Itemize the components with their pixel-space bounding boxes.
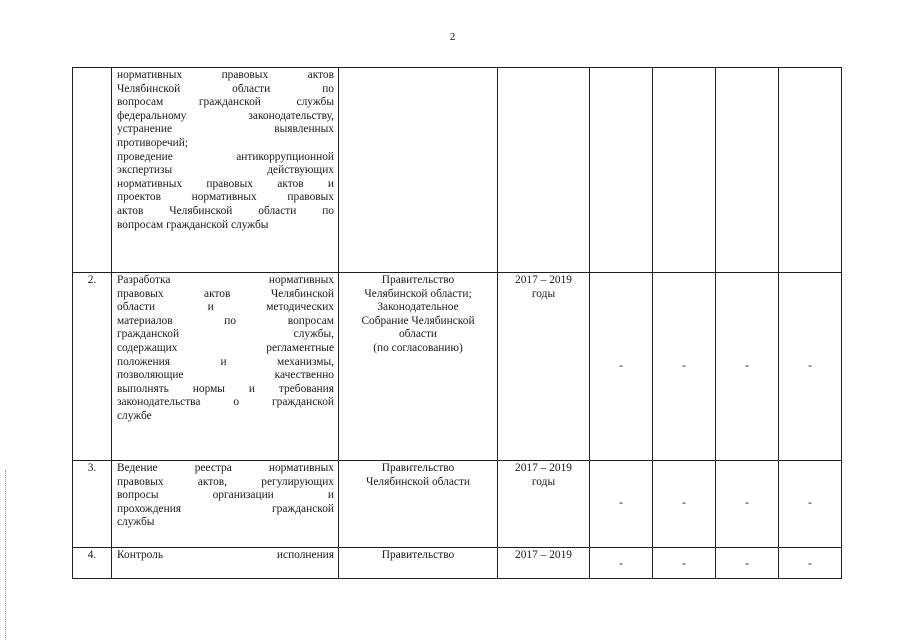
measure-description-cell: [112, 273, 339, 461]
measure-description-line: федеральному законодательству,: [117, 109, 334, 122]
funding-cell: [716, 68, 779, 273]
deadline-cell: [498, 68, 590, 273]
row-number-cell: 3.: [73, 461, 112, 548]
measure-description-line: нормативных правовых актов и: [117, 177, 334, 190]
measure-description-line: Разработка нормативных: [117, 274, 334, 286]
measure-description-cell: [112, 461, 339, 548]
responsible-executor-cell: [339, 548, 498, 579]
measure-description-line: положения и механизмы,: [117, 355, 334, 368]
measure-description-line: устранение выявленных: [117, 123, 334, 136]
funding-cell: -: [653, 273, 716, 461]
funding-cell: -: [779, 548, 842, 579]
measure-description-line: службе: [117, 409, 152, 422]
responsible-executor-line: области: [398, 328, 438, 341]
funding-cell: -: [716, 548, 779, 579]
responsible-executor-line: Челябинской области;: [364, 287, 472, 300]
measure-description-line: гражданской службы,: [117, 328, 334, 341]
measure-description-line: нормативных правовых актов: [117, 69, 334, 81]
responsible-executor-line: Правительство: [381, 462, 455, 474]
responsible-executor-line: Правительство: [381, 274, 455, 286]
funding-cell: [653, 68, 716, 273]
funding-cell: [590, 68, 653, 273]
deadline-line: 2017 – 2019: [515, 274, 572, 286]
measure-description-line: экспертизы действующих: [117, 164, 334, 177]
funding-cell: -: [779, 273, 842, 461]
responsible-executor-line: Челябинской области: [365, 475, 471, 488]
row-number-cell: [73, 68, 112, 273]
measure-description-cell: [112, 68, 339, 273]
table-row: [73, 548, 842, 579]
deadline-cell: [498, 548, 590, 579]
responsible-executor-line: Правительство: [381, 549, 455, 561]
row-number-cell: 4.: [73, 548, 112, 579]
measure-description-line: вопросам гражданской службы: [117, 218, 269, 231]
measures-table-body: [73, 68, 842, 579]
measure-description-cell: [112, 548, 339, 579]
funding-cell: -: [590, 461, 653, 548]
scan-edge-artifact: [5, 470, 6, 640]
measure-description-line: правовых актов Челябинской: [117, 287, 334, 300]
measure-description-line: выполнять нормы и требования: [117, 382, 334, 395]
measure-description-line: материалов по вопросам: [117, 314, 334, 327]
responsible-executor-line: Законодательное: [377, 301, 459, 314]
measure-description-line: проектов нормативных правовых: [117, 191, 334, 204]
responsible-executor-line: (по согласованию): [373, 341, 463, 354]
row-number-cell: 2.: [73, 273, 112, 461]
deadline-cell: [498, 273, 590, 461]
measure-description-line: области и методических: [117, 301, 334, 314]
measure-description-line: содержащих регламентные: [117, 341, 334, 354]
funding-cell: -: [590, 273, 653, 461]
measure-description-line: вопросам гражданской службы: [117, 96, 334, 109]
funding-cell: -: [716, 273, 779, 461]
measure-description-line: противоречий;: [117, 136, 188, 149]
table-row: [73, 273, 842, 461]
measure-description-line: Челябинской области по: [117, 82, 334, 95]
measure-description-line: Ведение реестра нормативных: [117, 462, 334, 474]
funding-cell: -: [653, 461, 716, 548]
measure-description-line: Контроль исполнения: [117, 549, 334, 561]
funding-cell: -: [653, 548, 716, 579]
funding-cell: -: [590, 548, 653, 579]
measures-table: [72, 67, 842, 579]
measure-description-line: правовых актов, регулирующих: [117, 475, 334, 488]
responsible-executor-cell: [339, 68, 498, 273]
responsible-executor-line: Собрание Челябинской: [361, 314, 475, 327]
deadline-line: годы: [531, 287, 556, 300]
funding-cell: -: [779, 461, 842, 548]
table-row: [73, 68, 842, 273]
measure-description-line: прохождения гражданской: [117, 502, 334, 515]
measure-description-line: вопросы организации и: [117, 489, 334, 502]
deadline-line: 2017 – 2019: [515, 549, 572, 561]
measure-description-line: позволяющие качественно: [117, 369, 334, 382]
deadline-cell: [498, 461, 590, 548]
measure-description-line: актов Челябинской области по: [117, 204, 334, 217]
deadline-line: годы: [531, 475, 556, 488]
deadline-line: 2017 – 2019: [515, 462, 572, 474]
responsible-executor-cell: [339, 461, 498, 548]
table-row: [73, 461, 842, 548]
measure-description-line: службы: [117, 516, 155, 529]
responsible-executor-cell: [339, 273, 498, 461]
funding-cell: [779, 68, 842, 273]
measure-description-line: законодательства о гражданской: [117, 396, 334, 409]
measure-description-line: проведение антикоррупционной: [117, 150, 334, 163]
funding-cell: -: [716, 461, 779, 548]
page-number: 2: [449, 31, 456, 43]
